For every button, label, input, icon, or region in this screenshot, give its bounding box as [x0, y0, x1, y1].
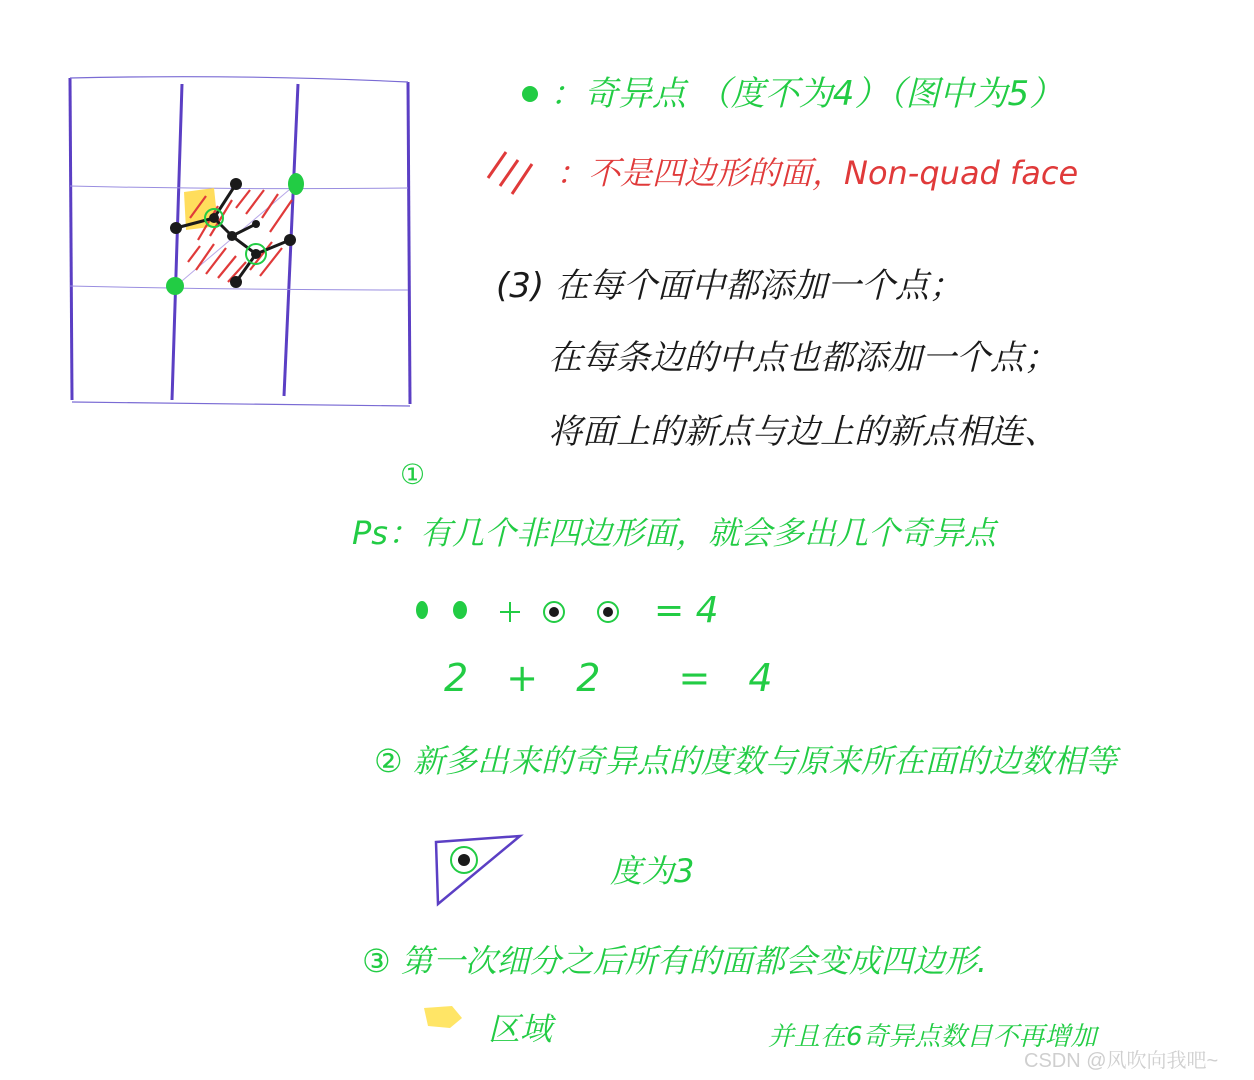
watermark: CSDN @风吹向我吧~: [1024, 1050, 1219, 1072]
grid-vline-1: [172, 84, 182, 400]
yellow-region-label: 区域: [488, 1010, 553, 1048]
eq2-result: = 4: [678, 656, 773, 700]
note1-marker: ①: [400, 458, 426, 491]
non-quad-face-legend-text: ：不是四边形的面，Non-quad face: [556, 154, 1079, 192]
equation2: [444, 656, 773, 700]
eq2-plus: +: [506, 656, 539, 700]
step3-line3: 将面上的新点与边上的新点相连、: [548, 412, 1058, 452]
eq2-term-b: 2: [576, 656, 601, 700]
equation1-result: = 4: [654, 590, 719, 631]
note3-tail: 并且在6奇异点数目不再增加: [768, 1022, 1097, 1052]
step3-line1: (3) 在每个面中都添加一个点；: [496, 266, 963, 306]
note2-text: ② 新多出来的奇异点的度数与原来所在面的边数相等: [374, 742, 1117, 780]
extraordinary-point-legend-text: ：奇异点 （度不为4）（图中为5）: [550, 74, 1064, 114]
step3-line2: 在每条边的中点也都添加一个点；: [548, 338, 1058, 378]
note3-text: ③ 第一次细分之后所有的面都会变成四边形.: [362, 942, 988, 980]
triangle-diagram: [436, 836, 520, 904]
note1-text: Ps：有几个非四边形面，就会多出几个奇异点: [352, 514, 996, 552]
grid-right-border: [408, 82, 410, 404]
grid-top-line: [70, 77, 408, 82]
grid-bottom-line: [72, 402, 410, 406]
triangle-degree-label: 度为3: [610, 852, 695, 890]
equation-dots: [416, 601, 618, 622]
yellow-region-legend: [424, 1006, 462, 1028]
eq2-term-a: 2: [444, 656, 469, 700]
green-point-legend-icon: [522, 86, 538, 102]
red-hatch-legend-icon: [488, 152, 532, 194]
quad-grid-diagram: [70, 77, 410, 406]
grid-left-border: [70, 78, 72, 400]
